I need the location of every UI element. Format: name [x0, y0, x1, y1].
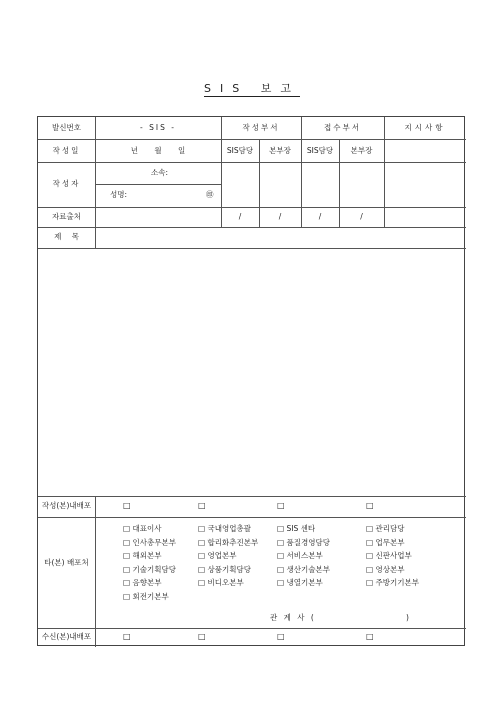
dist-checkbox-item[interactable]: □ 냉열기본부 [277, 578, 323, 587]
source-slash-2: / [278, 212, 282, 221]
receiver-dist-checkbox-2[interactable]: □ [198, 632, 206, 641]
dist-checkbox-item[interactable]: □ 신판사업부 [366, 551, 412, 560]
dist-checkbox-item[interactable]: □ 해외본부 [123, 551, 162, 560]
seal-mark: ㊞ [206, 190, 214, 199]
internal-dist-label: 작성(본)내배포 [41, 501, 92, 510]
receiver-dist-checkbox-1[interactable]: □ [123, 632, 131, 641]
source-slash-3: / [318, 212, 322, 221]
dist-checkbox-item[interactable]: □ 영업본부 [198, 551, 237, 560]
report-form [37, 116, 465, 646]
receiver-dist-label: 수신(본)내배포 [41, 632, 92, 641]
dist-checkbox-item[interactable]: □ 인사총무본부 [123, 537, 176, 547]
dist-checkbox-item[interactable]: □ 서비스본부 [277, 551, 323, 560]
internal-dist-checkbox-3[interactable]: □ [277, 501, 285, 510]
sis-owner-1: SIS담당 [226, 146, 254, 155]
internal-dist-checkbox-4[interactable]: □ [366, 501, 374, 510]
receive-dept-label: 접수부서 [324, 123, 361, 132]
source-slash-4: / [360, 212, 363, 221]
dist-checkbox-item[interactable]: □ 회전기본부 [123, 591, 169, 601]
dist-checkbox-item[interactable]: □ 국내영업총괄 [198, 524, 251, 533]
source-label: 자료출처 [52, 212, 81, 221]
dist-checkbox-item[interactable]: □ 대표이사 [123, 524, 162, 533]
dist-checkbox-item[interactable]: □ 비디오본부 [198, 578, 244, 587]
head-2: 본부장 [350, 146, 373, 155]
dist-checkbox-item[interactable]: □ 기술기획담당 [123, 564, 176, 574]
issue-no-value: - SIS - [140, 123, 176, 132]
issue-no-label: 발신번호 [52, 123, 81, 132]
dist-checkbox-item[interactable]: □ 품질경영담당 [277, 537, 330, 547]
affiliation-label: 소속: [151, 168, 169, 177]
date-value: 년 월 일 [130, 146, 186, 155]
dist-checkbox-item[interactable]: □ 생산기술본부 [277, 564, 330, 574]
other-dist-label: 타(본) 배포처 [44, 558, 89, 567]
dist-checkbox-item[interactable]: □ 음향본부 [123, 578, 162, 587]
subject-label: 제 목 [54, 232, 79, 241]
receiver-dist-checkbox-4[interactable]: □ [366, 632, 374, 641]
related-company-label: 관 계 사 ( [270, 613, 316, 622]
dist-checkbox-item[interactable]: □ 상품기획담당 [198, 564, 251, 574]
dist-checkbox-item[interactable]: □ SIS 센타 [277, 524, 316, 533]
related-company-close: ) [406, 613, 409, 622]
date-label: 작성일 [52, 146, 81, 155]
dist-checkbox-item[interactable]: □ 주방기기본부 [366, 578, 419, 587]
dist-checkbox-item[interactable]: □ 합리화추진본부 [198, 537, 259, 547]
head-1: 본부장 [269, 146, 291, 155]
author-label: 작성자 [52, 179, 81, 188]
receiver-dist-checkbox-3[interactable]: □ [277, 632, 285, 641]
instructions-label: 지시사항 [404, 123, 446, 132]
source-slash-1: / [238, 212, 242, 221]
dist-checkbox-item[interactable]: □ 관리담당 [366, 524, 405, 533]
author-dept-label: 작성부서 [242, 123, 280, 132]
sis-owner-2: SIS담당 [306, 146, 334, 155]
dist-checkbox-item[interactable]: □ 영상본부 [366, 564, 405, 574]
name-label: 성명: [110, 190, 128, 199]
internal-dist-checkbox-1[interactable]: □ [123, 501, 131, 510]
internal-dist-checkbox-2[interactable]: □ [198, 501, 206, 510]
document-title: SIS 보고 [204, 82, 300, 95]
dist-checkbox-item[interactable]: □ 업무본부 [366, 537, 405, 547]
